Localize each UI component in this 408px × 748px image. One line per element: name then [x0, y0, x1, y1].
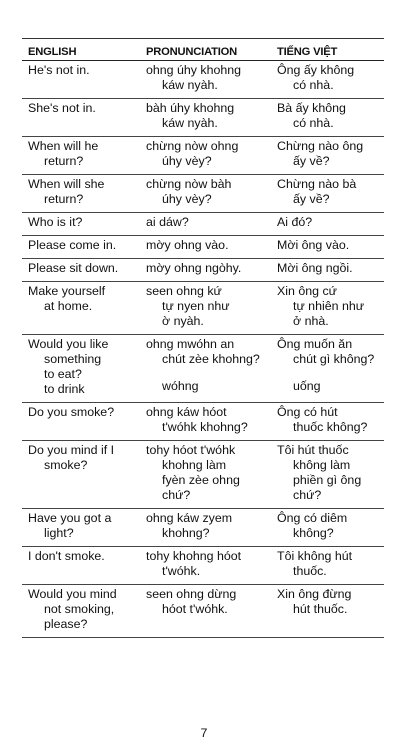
cell-line: hóot t'wóhk.: [162, 602, 228, 616]
pronunciation-cell: [146, 443, 277, 503]
cell-line: He's not in.: [28, 63, 90, 77]
cell-line: mờy ohng ngòhy.: [146, 261, 242, 275]
cell-line: ohng mwóhn an: [146, 337, 235, 351]
cell-line: chút gì không?: [293, 352, 375, 366]
cell-line: chứ?: [293, 488, 322, 502]
cell-line: úhy vèy?: [162, 154, 212, 168]
cell-line: chứ?: [162, 488, 191, 502]
table-row: [22, 259, 384, 282]
cell-line: hút thuốc.: [293, 602, 348, 616]
english-cell: [28, 101, 146, 131]
table-row: [22, 585, 384, 638]
table-row: [22, 282, 384, 335]
pronunciation-cell: [146, 549, 277, 579]
cell-line: ai dáw?: [146, 215, 189, 229]
pronunciation-cell: [146, 139, 277, 169]
cell-line: Ai đó?: [277, 215, 313, 229]
cell-line: When will she: [28, 177, 105, 191]
cell-line: to eat?: [44, 367, 82, 381]
cell-line: return?: [44, 154, 84, 168]
header-pronunciation: PRONUNCIATION: [146, 46, 238, 58]
cell-line: at home.: [44, 299, 93, 313]
table-row: [22, 403, 384, 441]
vietnamese-cell: [277, 215, 384, 230]
cell-line: Bà ấy không: [277, 101, 346, 115]
cell-line: smoke?: [44, 458, 88, 472]
cell-line: Would you mind: [28, 587, 117, 601]
cell-line: tự nhiên như: [293, 299, 365, 313]
cell-line: tohy khohng hóot: [146, 549, 242, 563]
cell-line: Do you mind if I: [28, 443, 115, 457]
vietnamese-cell: [277, 337, 384, 397]
cell-line: tự nyen như: [162, 299, 230, 313]
cell-line: káw nyàh.: [162, 116, 218, 130]
table-row: [22, 61, 384, 99]
cell-line: Ông muốn ăn: [277, 337, 353, 351]
english-cell: [28, 177, 146, 207]
english-cell: [28, 587, 146, 632]
pronunciation-cell: [146, 511, 277, 541]
cell-line: không làm: [293, 458, 351, 472]
cell-line: Chừng nào ông: [277, 139, 364, 153]
cell-line: Ông có hút: [277, 405, 338, 419]
cell-line: ohng úhy khohng: [146, 63, 242, 77]
cell-line: t'wóhk khohng?: [162, 420, 248, 434]
vietnamese-cell: [277, 238, 384, 253]
pronunciation-cell: [146, 337, 277, 397]
cell-line: not smoking,: [44, 602, 115, 616]
pronunciation-cell: [146, 284, 277, 329]
table-row: [22, 335, 384, 403]
cell-line: Have you got a: [28, 511, 112, 525]
english-cell: [28, 549, 146, 579]
cell-line: chừng nòw ohng: [146, 139, 239, 153]
header-vietnamese: TIẾNG VIỆT: [277, 46, 338, 58]
cell-line: Would you like: [28, 337, 109, 351]
vietnamese-cell: [277, 63, 384, 93]
english-cell: [28, 215, 146, 230]
cell-line: Who is it?: [28, 215, 83, 229]
vietnamese-cell: [277, 177, 384, 207]
pronunciation-cell: [146, 215, 277, 230]
cell-line: Chừng nào bà: [277, 177, 357, 191]
table-row: [22, 213, 384, 236]
cell-line: Mời ông ngồi.: [277, 261, 353, 275]
cell-line: khohng làm: [162, 458, 227, 472]
cell-line: seen ohng kứ: [146, 284, 222, 298]
vietnamese-cell: [277, 405, 384, 435]
english-cell: [28, 284, 146, 329]
cell-line: khohng?: [162, 526, 210, 540]
cell-line: please?: [44, 617, 88, 631]
table-row: [22, 99, 384, 137]
cell-line: thuốc.: [293, 564, 327, 578]
cell-line: káw nyàh.: [162, 78, 218, 92]
cell-line: to drink: [44, 382, 85, 396]
cell-line: Please sit down.: [28, 261, 119, 275]
english-cell: [28, 238, 146, 253]
vietnamese-cell: [277, 261, 384, 276]
cell-line: ở nhà.: [293, 314, 329, 328]
cell-line: I don't smoke.: [28, 549, 105, 563]
vietnamese-cell: [277, 101, 384, 131]
cell-line: When will he: [28, 139, 99, 153]
table-row: [22, 175, 384, 213]
cell-line: phiền gì ông: [293, 473, 362, 487]
phrase-table: [22, 44, 384, 638]
cell-line: chừng nòw bàh: [146, 177, 232, 191]
cell-line: chút zèe khohng?: [162, 352, 260, 366]
cell-line: Do you smoke?: [28, 405, 115, 419]
cell-line: light?: [44, 526, 74, 540]
cell-line: có nhà.: [293, 116, 334, 130]
table-header: [22, 44, 384, 61]
cell-line: ờ nyàh.: [162, 314, 204, 328]
cell-line: Make yourself: [28, 284, 106, 298]
english-cell: [28, 261, 146, 276]
pronunciation-cell: [146, 101, 277, 131]
cell-line: có nhà.: [293, 78, 334, 92]
pronunciation-cell: [146, 261, 277, 276]
cell-line: something: [44, 352, 102, 366]
table-row: [22, 137, 384, 175]
english-cell: [28, 443, 146, 503]
cell-line: She's not in.: [28, 101, 96, 115]
cell-line: mờy ohng vào.: [146, 238, 229, 252]
vietnamese-cell: [277, 284, 384, 329]
table-row: [22, 236, 384, 259]
page-number: 7: [200, 726, 208, 740]
pronunciation-cell: [146, 405, 277, 435]
pronunciation-cell: [146, 238, 277, 253]
cell-line: wóhng: [162, 379, 199, 393]
vietnamese-cell: [277, 511, 384, 541]
cell-line: Ông ấy không: [277, 63, 355, 77]
top-rule: [22, 38, 384, 39]
cell-line: không?: [293, 526, 334, 540]
cell-line: thuốc không?: [293, 420, 368, 434]
english-cell: [28, 511, 146, 541]
vietnamese-cell: [277, 587, 384, 632]
cell-line: t'wóhk.: [162, 564, 201, 578]
english-cell: [28, 63, 146, 93]
cell-line: bàh úhy khohng: [146, 101, 235, 115]
cell-line: Tôi hút thuốc: [277, 443, 349, 457]
cell-line: tohy hóot t'wóhk: [146, 443, 236, 457]
cell-line: ấy về?: [293, 154, 330, 168]
vietnamese-cell: [277, 139, 384, 169]
cell-line: ohng káw hóot: [146, 405, 227, 419]
header-english: ENGLISH: [28, 46, 77, 58]
cell-line: úhy vèy?: [162, 192, 212, 206]
cell-line: Please come in.: [28, 238, 117, 252]
cell-line: Tôi không hút: [277, 549, 353, 563]
pronunciation-cell: [146, 63, 277, 93]
english-cell: [28, 337, 146, 397]
cell-line: uống: [293, 379, 321, 393]
cell-line: Mời ông vào.: [277, 238, 350, 252]
table-body: [22, 61, 384, 638]
cell-line: Xin ông cứ: [277, 284, 337, 298]
pronunciation-cell: [146, 177, 277, 207]
cell-line: ohng káw zyem: [146, 511, 233, 525]
cell-line: seen ohng dừng: [146, 587, 237, 601]
cell-line: ấy về?: [293, 192, 330, 206]
english-cell: [28, 139, 146, 169]
cell-line: Xin ông đừng: [277, 587, 352, 601]
cell-line: return?: [44, 192, 84, 206]
english-cell: [28, 405, 146, 435]
vietnamese-cell: [277, 549, 384, 579]
cell-line: Ông có diêm: [277, 511, 348, 525]
vietnamese-cell: [277, 443, 384, 503]
pronunciation-cell: [146, 587, 277, 632]
cell-line: fyèn zèe ohng: [162, 473, 240, 487]
table-row: [22, 509, 384, 547]
table-row: [22, 547, 384, 585]
table-row: [22, 441, 384, 509]
